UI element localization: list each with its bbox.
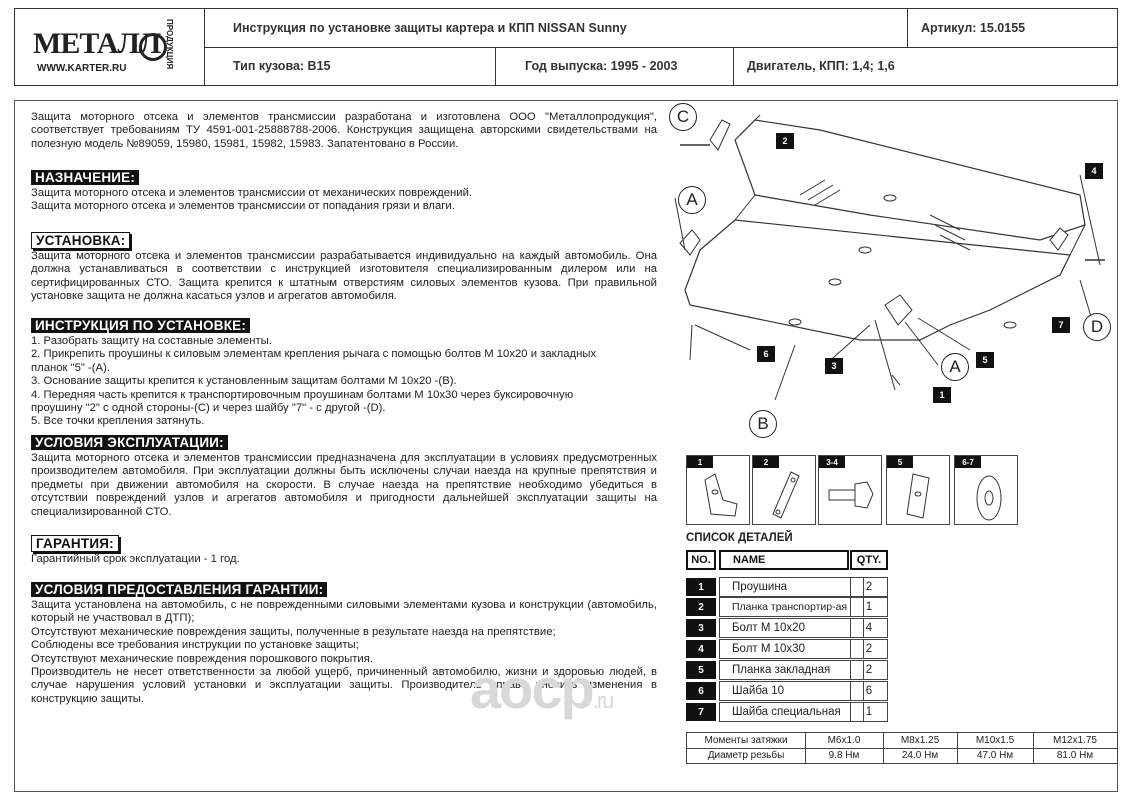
part-icon-label: 5 <box>887 456 913 468</box>
instruction-step: 2. Прикрепить проушины к силовым элементам крепления рычага с помощью болтов М 10х20 и закладных <box>31 348 597 361</box>
part-icon-label: 3-4 <box>819 456 845 468</box>
callout-1: 1 <box>933 387 951 403</box>
conditions-heading: УСЛОВИЯ ЭКСПЛУАТАЦИИ: <box>31 435 228 450</box>
callout-6: 6 <box>757 346 775 362</box>
part-icon-label: 6-7 <box>955 456 981 468</box>
thread-size: М8х1.25 <box>900 735 940 746</box>
bracket-icon <box>697 470 743 522</box>
thread-row-label: Диаметр резьбы <box>707 750 785 761</box>
thread-size: М12х1.75 <box>1053 735 1097 746</box>
row-name: Планка транспортир-ая <box>719 597 864 617</box>
warranty-text: Гарантийный срок эксплуатации - 1 год. <box>31 553 240 565</box>
instruction-step: 5. Все точки крепления затянуть. <box>31 415 205 428</box>
parts-heading: СПИСОК ДЕТАЛЕЙ <box>686 532 793 544</box>
warranty-conditions-heading: УСЛОВИЯ ПРЕДОСТАВЛЕНИЯ ГАРАНТИИ: <box>31 582 327 597</box>
callout-D: D <box>1083 313 1111 341</box>
warranty-condition: Производитель не несет ответственности за любой ущерб, причиненный автомобилю, жизни и здоровью людей, в случае нарушения условий установки и эксплуатации защиты. Производитель вправе вносить изменения в конструкцию защиты. <box>31 666 657 705</box>
row-no: 2 <box>686 598 716 616</box>
logo-main: МЕТАЛЛ <box>33 27 161 60</box>
purpose-line: Защита моторного отсека и элементов трансмиссии от механических повреждений. <box>31 187 473 199</box>
row-qty: 1 <box>850 597 888 617</box>
body-type: Тип кузова: В15 <box>233 59 331 73</box>
doc-title: Инструкция по установке защиты картера и КПП NISSAN Sunny <box>233 21 627 35</box>
year: Год выпуска: 1995 - 2003 <box>525 59 678 73</box>
plate-icon <box>765 470 805 522</box>
intro-text: Защита моторного отсека и элементов трансмиссии разработана и изготовлена ООО "Металлопродукция", соответствует требованиям ТУ 4591-001-25888788-2006. Конструкция защищена авторскими свидетельствами на полезную модель №89059, 15980, 15981, 15982, 15983. Запатентовано в России. <box>31 111 657 150</box>
purpose-heading: НАЗНАЧЕНИЕ: <box>31 170 139 185</box>
callout-5: 5 <box>976 352 994 368</box>
callout-3: 3 <box>825 358 843 374</box>
bolt-icon <box>825 474 879 520</box>
warranty-section <box>31 535 240 566</box>
row-qty: 2 <box>850 577 888 597</box>
engine: Двигатель, КПП: 1,4; 1,6 <box>747 59 895 73</box>
logo <box>15 9 205 85</box>
logo-circle-icon <box>139 33 167 61</box>
part-icon-1 <box>686 455 750 525</box>
conditions-section <box>31 434 657 519</box>
conditions-text: Защита моторного отсека и элементов трансмиссии предназначена для эксплуатации в условиях предусмотренных производителем автомобиля. При эксплуатации должны быть исключены случаи наезда на крупные препятствия и предметы при движении автомобиля на скорости. В случае наезда на препятствие необходимо убедиться в отсутствии повреждений узлов и агрегатов автомобиля и пригодности дальнейшей эксплуатации защиты на специализированной СТО. <box>31 452 657 518</box>
thread-size: М6х1.0 <box>827 735 861 746</box>
row-no: 4 <box>686 640 716 658</box>
row-qty: 2 <box>850 660 888 680</box>
col-qty: QTY. <box>850 550 888 570</box>
logo-url: WWW.KARTER.RU <box>37 63 127 74</box>
instruction-step: планок "5" -(А). <box>31 361 110 374</box>
torque-value: 9.8 Нм <box>828 750 860 761</box>
row-name: Болт М 10х30 <box>719 639 864 659</box>
torque-value: 24.0 Нм <box>901 750 939 761</box>
instructions-heading: ИНСТРУКЦИЯ ПО УСТАНОВКЕ: <box>31 318 250 333</box>
insert-plate-icon <box>903 472 937 522</box>
callout-2: 2 <box>776 133 794 149</box>
warranty-condition: Отсутствуют механические повреждения защиты, полученные в результате наезда на препятствие; <box>31 625 556 638</box>
instruction-step: 3. Основание защиты крепится к установленным защитам болтами М 10х20 -(В). <box>31 375 457 388</box>
part-icon-label: 2 <box>753 456 779 468</box>
watermark <box>470 656 612 721</box>
row-qty: 4 <box>850 618 888 638</box>
installation-text: Защита моторного отсека и элементов трансмиссии разрабатывается индивидуально на каждый автомобиль. Она должна устанавливаться в соответствии с инструкцией изготовителя специализированным дилером или на сертифицированных СТО. Защита крепится к штатным отверстиям силовых элементов кузова. При правильной установке защита не должна касаться узлов и агрегатов автомобиля. <box>31 250 657 303</box>
callout-A: A <box>678 186 706 214</box>
washer-icon <box>967 470 1011 524</box>
part-icon-2 <box>752 455 816 525</box>
col-name: NAME <box>719 550 849 570</box>
header <box>14 8 1118 86</box>
row-name: Шайба специальная <box>719 702 864 722</box>
warranty-condition: Отсутствуют механические повреждения порошкового покрытия. <box>31 652 373 665</box>
callout-B: B <box>749 410 777 438</box>
watermark-main: aocp <box>470 657 593 720</box>
row-qty: 6 <box>850 681 888 701</box>
callout-7: 7 <box>1052 317 1070 333</box>
part-icon-6-7 <box>954 455 1018 525</box>
row-no: 7 <box>686 703 716 721</box>
torque-table <box>686 732 1118 764</box>
installation-heading: УСТАНОВКА: <box>31 232 130 249</box>
row-no: 1 <box>686 578 716 596</box>
instructions-section <box>31 317 596 429</box>
instruction-step: проушину "2" с одной стороны-(С) и через шайбу "7" - с другой -(D). <box>31 402 386 415</box>
header-divider <box>495 47 496 85</box>
callout-A: A <box>941 353 969 381</box>
instruction-step: 4. Передняя часть крепится к транспортировочным проушинам болтами М 10х30 через буксировочную <box>31 388 574 401</box>
torque-row-label: Моменты затяжки <box>704 735 788 746</box>
instruction-step: 1. Разобрать защиту на составные элементы. <box>31 335 272 347</box>
warranty-condition: Соблюдены все требования инструкции по установке защиты; <box>31 639 359 652</box>
part-icon-5 <box>886 455 950 525</box>
warranty-heading: ГАРАНТИЯ: <box>31 535 119 552</box>
torque-value: 47.0 Нм <box>976 750 1014 761</box>
thread-size: М10х1.5 <box>975 735 1015 746</box>
row-name: Планка закладная <box>719 660 864 680</box>
purpose-line: Защита моторного отсека и элементов трансмиссии от попадания грязи и влаги. <box>31 200 455 213</box>
purpose-section <box>31 169 657 214</box>
row-qty: 2 <box>850 639 888 659</box>
logo-sub: ПРОДУКЦИЯ <box>165 19 174 70</box>
row-qty: 1 <box>850 702 888 722</box>
watermark-suffix: .ru <box>592 688 613 713</box>
part-icon-label: 1 <box>687 456 713 468</box>
installation-section <box>31 232 657 304</box>
col-no: NO. <box>686 550 716 570</box>
torque-value: 81.0 Нм <box>1056 750 1094 761</box>
row-no: 5 <box>686 661 716 679</box>
row-name: Болт М 10х20 <box>719 618 864 638</box>
part-icon-3-4 <box>818 455 882 525</box>
row-name: Проушина <box>719 577 864 597</box>
article: Артикул: 15.0155 <box>921 21 1026 35</box>
callout-4: 4 <box>1085 163 1103 179</box>
row-name: Шайба 10 <box>719 681 864 701</box>
assembly-diagram <box>660 100 1120 450</box>
row-no: 6 <box>686 682 716 700</box>
parts-table <box>686 548 896 728</box>
row-no: 3 <box>686 619 716 637</box>
callout-C: C <box>669 103 697 131</box>
warranty-condition: Защита установлена на автомобиль, с не поврежденными силовыми элементами кузова и конструкции (автомобиль, который не участвовал в ДТП); <box>31 599 657 625</box>
